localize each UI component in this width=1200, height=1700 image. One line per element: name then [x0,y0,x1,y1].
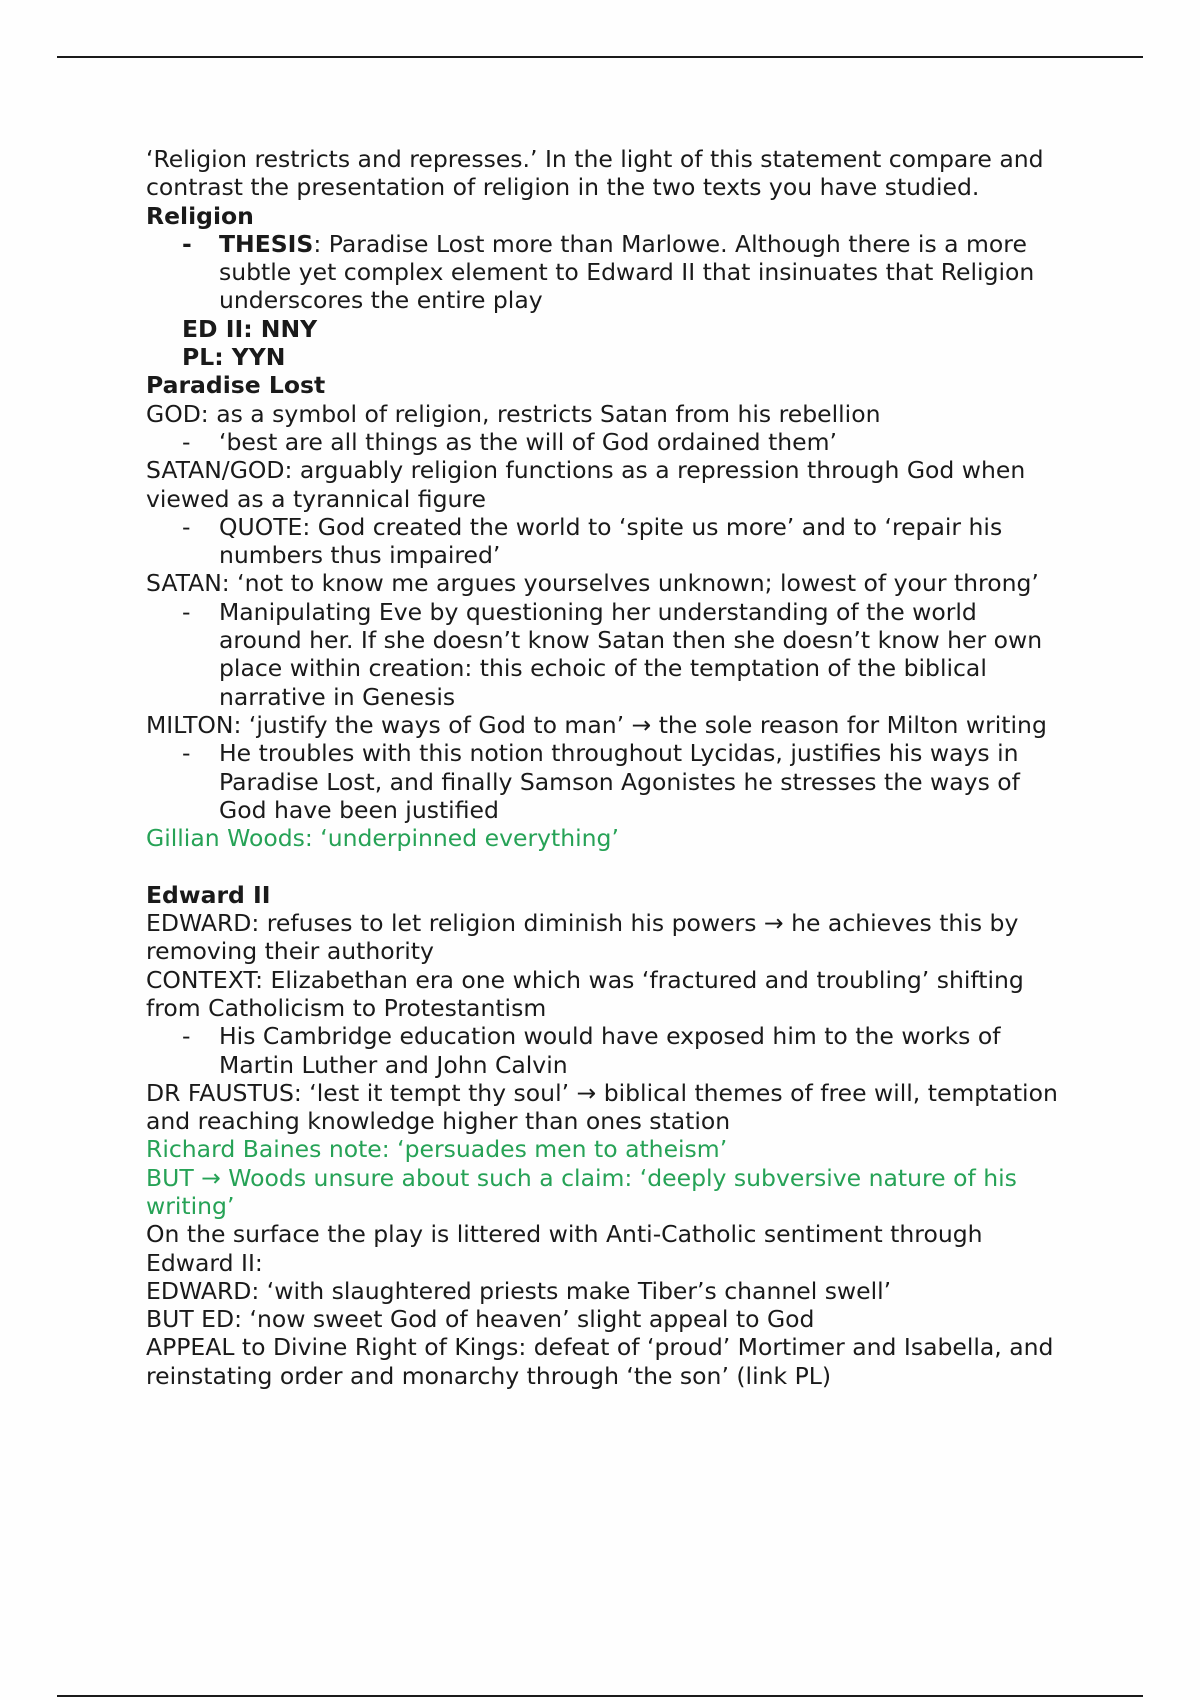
header-rule [57,56,1143,58]
critic-quote: BUT → Woods unsure about such a claim: ‘deeply subversive nature of his writing’ [146,1163,1017,1220]
pl-bullet-text: He troubles with this notion throughout Lycidas, justifies his ways in Paradise Lost, and finally Samson Agonistes he stresses the ways of God have been justified [219,739,1020,824]
pl-bullet [146,513,1066,570]
pl-summary: PL: YYN [182,343,286,372]
essay-question: ‘Religion restricts and represses.’ In the light of this statement compare and contrast the presentation of religion in the two texts you have studied. [146,145,1044,202]
bullet-marker: - [182,427,191,456]
edward-heading: Edward II [146,880,271,909]
pl-line: SATAN: ‘not to know me argues yourselves unknown; lowest of your throng’ [146,569,1039,598]
pl-bullet-text: QUOTE: God created the world to ‘spite us more’ and to ‘repair his numbers thus impaired’ [219,512,1003,570]
ed-bullet-text: His Cambridge education would have exposed him to the works of Martin Luther and John Calvin [219,1022,1001,1079]
paradise-lost-heading: Paradise Lost [146,371,326,400]
ed-line: EDWARD: ‘with slaughtered priests make Tiber’s channel swell’ [146,1276,892,1305]
bullet-marker: - [182,1022,191,1051]
bullet-marker: - [182,229,192,258]
thesis-label: THESIS [219,229,314,258]
ed-line: APPEAL to Divine Right of Kings: defeat of ‘proud’ Mortimer and Isabella, and reinstating order and monarchy through ‘the son’ (link PL) [146,1333,1054,1390]
religion-heading: Religion [146,201,254,230]
ed-line: EDWARD: refuses to let religion diminish his powers → he achieves this by removing their authority [146,909,1019,966]
ed-line: On the surface the play is littered with Anti-Catholic sentiment through Edward II: [146,1220,983,1277]
ed-line: DR FAUSTUS: ‘lest it tempt thy soul’ → biblical themes of free will, temptation and reaching knowledge higher than ones station [146,1078,1058,1136]
blank-line [146,852,1066,880]
pl-bullet-text: ‘best are all things as the will of God ordained them’ [219,427,837,456]
bullet-marker: - [182,597,191,626]
critic-quote: Gillian Woods: ‘underpinned everything’ [146,824,619,853]
pl-line: SATAN/GOD: arguably religion functions as a repression through God when viewed as a tyrannical figure [146,456,1026,513]
critic-quote: Richard Baines note: ‘persuades men to atheism’ [146,1135,728,1164]
ed-line: CONTEXT: Elizabethan era one which was ‘fractured and troubling’ shifting from Catholicism to Protestantism [146,965,1024,1022]
pl-line: GOD: as a symbol of religion, restricts Satan from his rebellion [146,399,881,428]
pl-bullet-text: Manipulating Eve by questioning her understanding of the world around her. If she doesn’t know Satan then she doesn’t know her own place within creation: this echoic of the temptation of the biblical narrative in Genesis [219,597,1043,711]
bullet-marker: - [182,739,191,768]
bullet-marker: - [182,512,191,541]
pl-bullet [146,598,1066,711]
thesis-bullet [146,230,1066,315]
footer-rule [57,1695,1143,1697]
pl-bullet [146,428,1066,456]
document-body [146,145,1066,1390]
ed2-summary: ED II: NNY [182,314,318,343]
pl-line: MILTON: ‘justify the ways of God to man’ → the sole reason for Milton writing [146,710,1047,739]
ed-line: BUT ED: ‘now sweet God of heaven’ slight appeal to God [146,1305,815,1334]
thesis-text: : Paradise Lost more than Marlowe. Although there is a more subtle yet complex element to Edward II that insinuates that Religion underscores the entire play [219,229,1035,315]
pl-bullet [146,739,1066,824]
ed-bullet [146,1022,1066,1079]
